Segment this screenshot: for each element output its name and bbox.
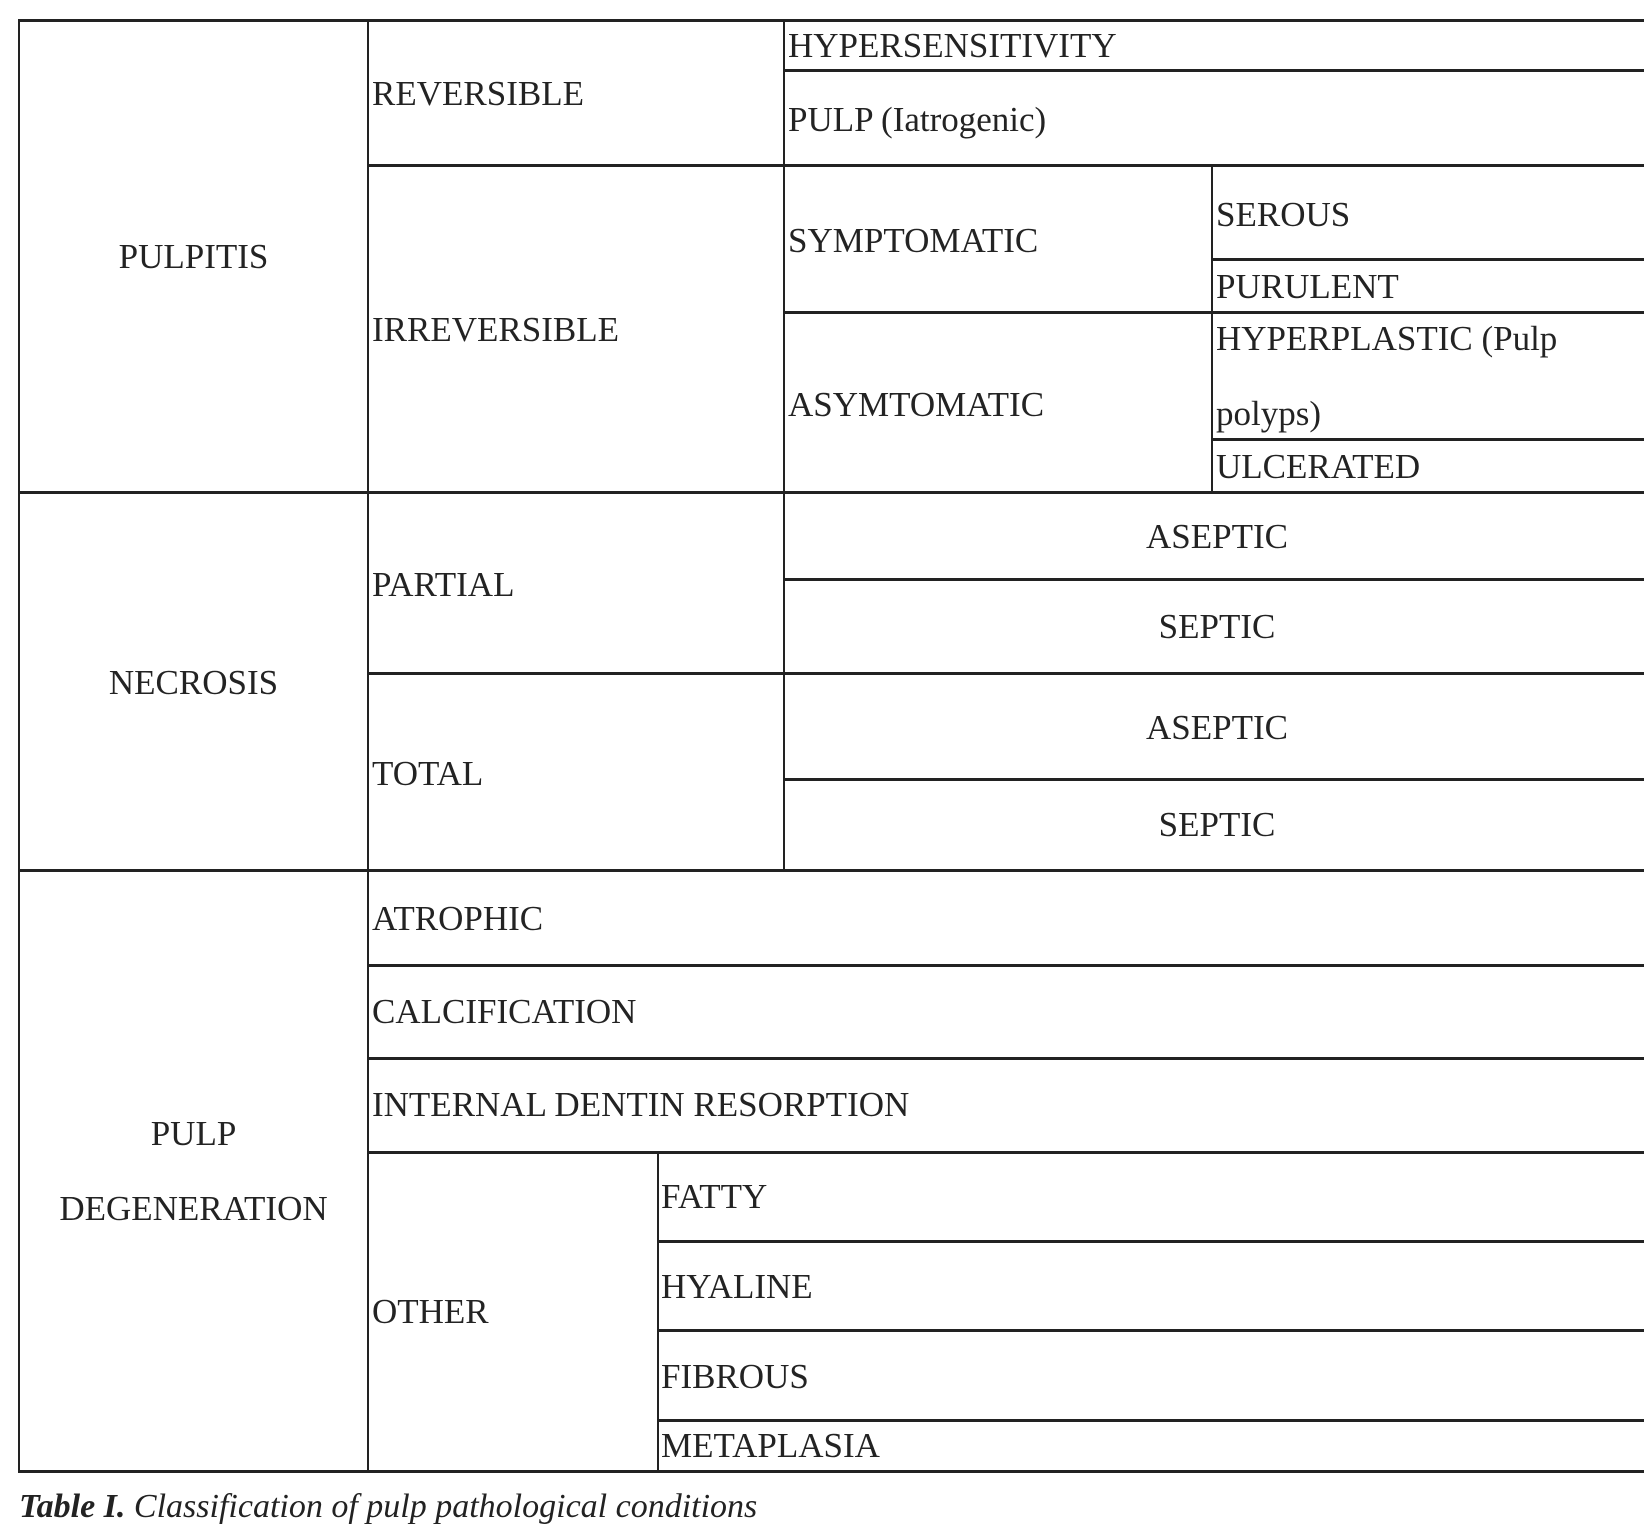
subgroup-label-other: OTHER [372,1292,489,1331]
divider [784,578,1644,581]
divider [784,778,1644,781]
group-label-necrosis: NECROSIS [108,663,279,702]
group-label-pulp: PULP [150,1114,237,1153]
subgroup-label-asymtomatic: ASYMTOMATIC [788,385,1045,424]
subgroup-label-atrophic: ATROPHIC [372,899,544,938]
divider [368,1057,1644,1060]
item-hyaline: HYALINE [661,1267,813,1306]
table-top-border [19,19,1644,22]
divider [784,69,1644,72]
subgroup-label-reversible: REVERSIBLE [372,74,584,113]
column-divider [657,1151,659,1472]
item-fibrous: FIBROUS [661,1357,809,1396]
divider [658,1419,1644,1422]
group-label-pulpitis: PULPITIS [118,237,269,276]
subgroup-label-internal-dentin-resorption: INTERNAL DENTIN RESORPTION [372,1085,910,1124]
group-divider [19,869,1644,872]
subgroup-label-partial: PARTIAL [372,565,515,604]
caption-label: Table I. [19,1488,126,1525]
divider [784,311,1644,314]
item-hyperplastic-line2: polyps) [1216,394,1321,433]
group-divider [19,491,1644,494]
item-serous: SEROUS [1216,195,1351,234]
divider [1212,258,1644,261]
item-purulent: PURULENT [1216,267,1399,306]
item-ulcerated: ULCERATED [1216,447,1421,486]
item-fatty: FATTY [661,1177,768,1216]
caption-text: Classification of pulp pathological conditions [125,1488,758,1525]
divider [658,1329,1644,1332]
item-hyperplastic-line1: HYPERPLASTIC (Pulp [1216,319,1558,358]
item-aseptic-partial: ASEPTIC [1146,517,1288,556]
divider [368,672,1644,675]
divider [368,964,1644,967]
divider [368,164,1644,167]
column-divider [1211,164,1213,493]
item-metaplasia: METAPLASIA [661,1426,880,1465]
item-septic-total: SEPTIC [1158,805,1276,844]
subgroup-label-calcification: CALCIFICATION [372,992,637,1031]
subgroup-label-symptomatic: SYMPTOMATIC [788,221,1039,260]
table-caption [19,1488,757,1526]
item-septic-partial: SEPTIC [1158,607,1276,646]
subgroup-label-irreversible: IRREVERSIBLE [372,310,619,349]
item-pulp-iatrogenic: PULP (Iatrogenic) [788,100,1047,139]
group-label-degeneration: DEGENERATION [59,1189,328,1228]
divider [1212,438,1644,441]
table-bottom-border [19,1470,1644,1473]
item-hypersensitivity: HYPERSENSITIVITY [788,26,1117,65]
subgroup-label-total: TOTAL [372,754,484,793]
divider [658,1240,1644,1243]
item-aseptic-total: ASEPTIC [1146,708,1288,747]
divider [368,1151,1644,1154]
